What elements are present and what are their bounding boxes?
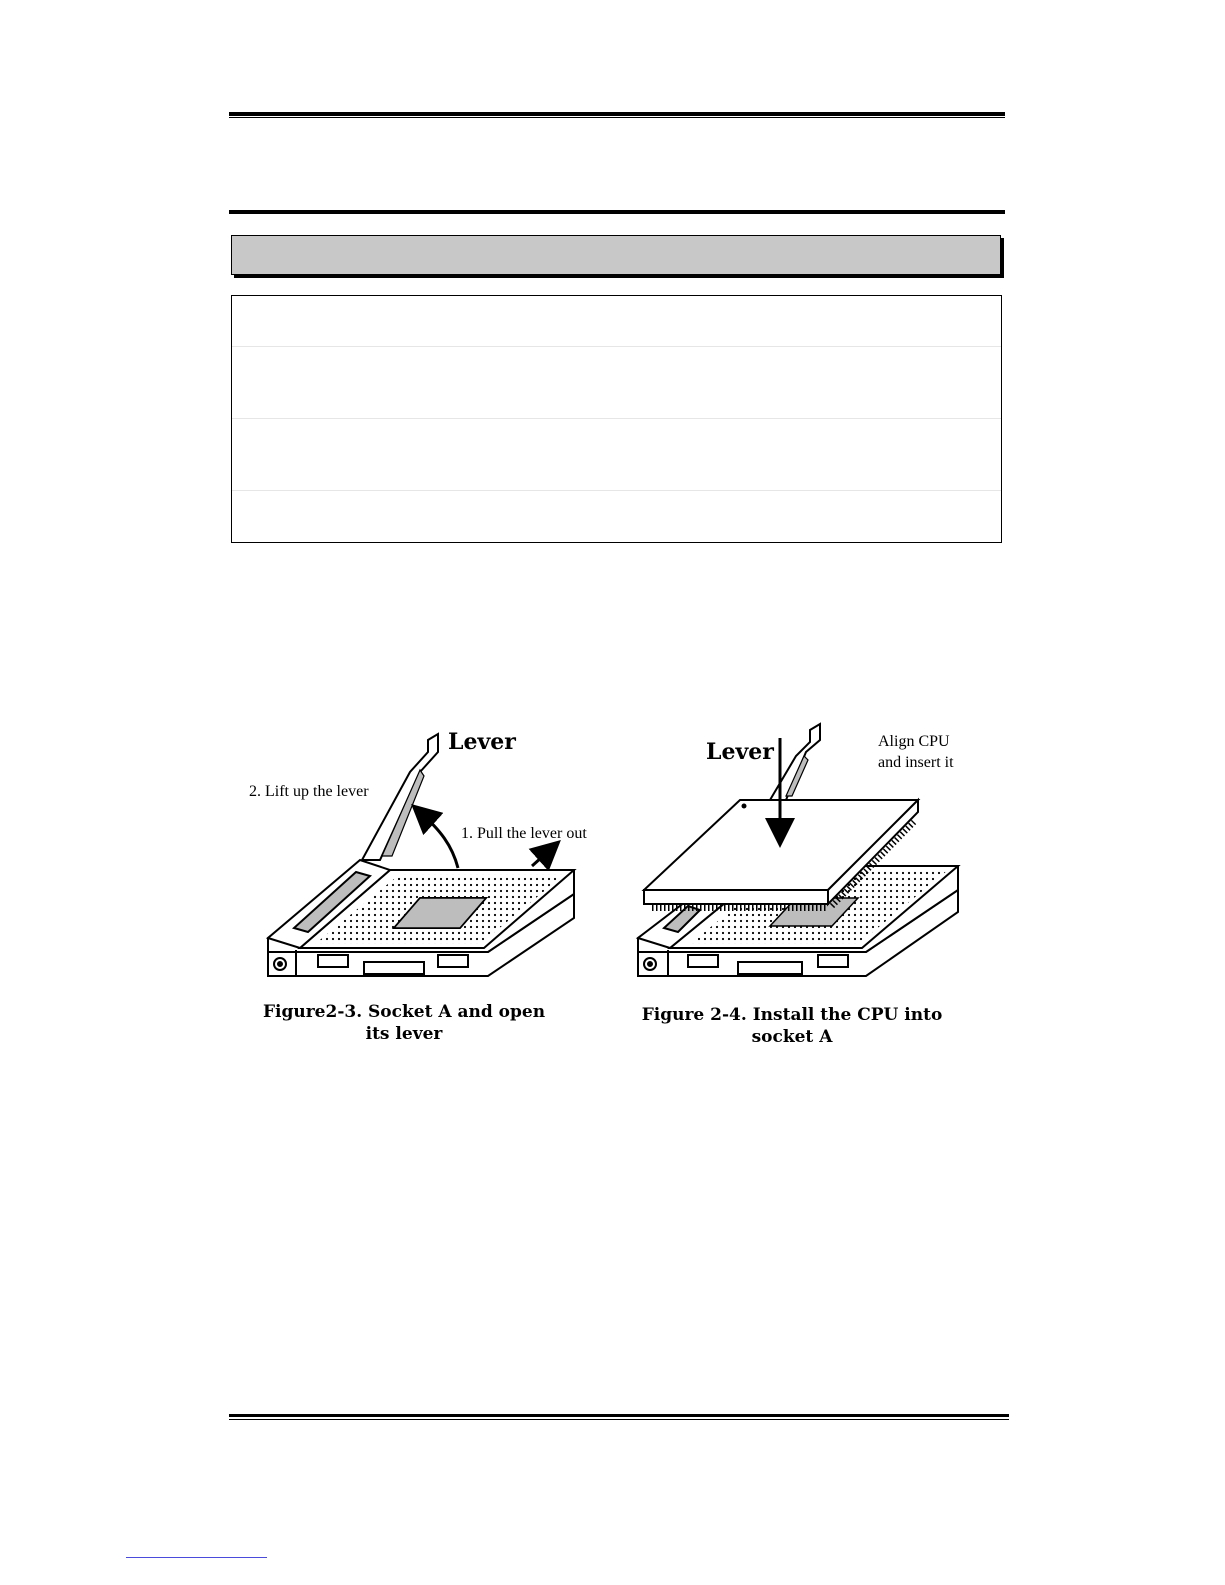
- lever-label-left: Lever: [448, 729, 516, 755]
- figure-caption-right: [632, 1004, 952, 1048]
- socket-left: [268, 734, 574, 976]
- align-label-2: and insert it: [878, 754, 954, 771]
- pull-label: 1. Pull the lever out: [461, 825, 587, 842]
- footer-rule-thick: [229, 1414, 1009, 1417]
- figure-caption-left: [258, 1001, 550, 1045]
- lift-label: 2. Lift up the lever: [249, 783, 369, 800]
- pull-arrow: [532, 848, 552, 866]
- lift-arrow: [420, 812, 458, 868]
- footer-link-underline: [126, 1557, 267, 1558]
- lever-label-right: Lever: [706, 739, 774, 765]
- footer-rule-thin: [229, 1419, 1009, 1420]
- align-label-1: Align CPU: [878, 733, 950, 750]
- caption-right-line1: Figure 2-4. Install the CPU into: [641, 1005, 943, 1025]
- caption-left-line2: its lever: [365, 1024, 443, 1044]
- caption-right-line2: socket A: [751, 1027, 833, 1047]
- caption-left-line1: Figure2-3. Socket A and open: [262, 1002, 546, 1022]
